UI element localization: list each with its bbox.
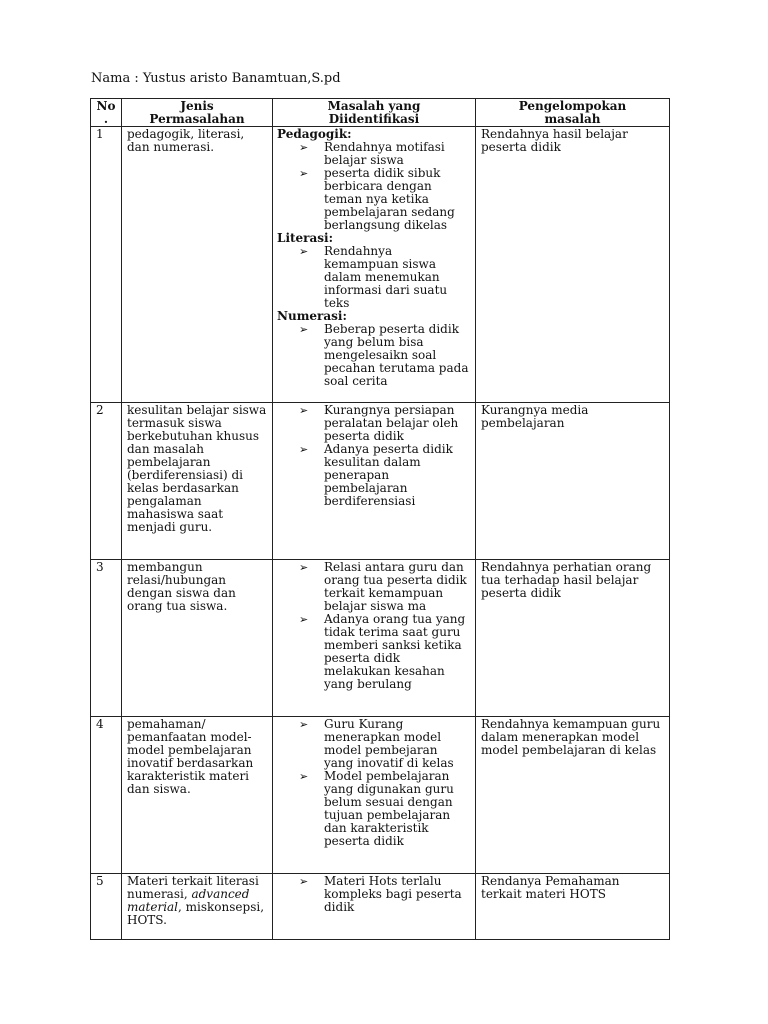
jenis-permasalahan-cell: membangun relasi/hubungan dengan siswa dan orang tua siswa. [122, 560, 273, 717]
jenis-permasalahan-cell: pemahaman/ pemanfaatan model-model pembelajaran inovatif berdasarkan karakteristik materi dan siswa. [122, 717, 273, 874]
bullet-list [278, 561, 470, 691]
group-label-literasi: Literasi: [277, 231, 334, 245]
row-number: 5 [91, 874, 122, 940]
row-number: 2 [91, 403, 122, 560]
jenis-permasalahan-cell: pedagogik, literasi, dan numerasi. [122, 127, 273, 403]
bullet-list [278, 141, 470, 232]
table-row [91, 560, 670, 717]
arrowhead-bullet-icon: ➢ [299, 770, 309, 783]
list-item: ➢ Materi Hots terlalu kompleks bagi peserta didik [299, 874, 462, 914]
masalah-cell [273, 717, 476, 874]
list-item: ➢ Kurangnya persiapan peralatan belajar oleh peserta didik [299, 403, 459, 443]
table-row [91, 403, 670, 560]
pengelompokan-cell: Rendanya Pemahaman terkait materi HOTS [476, 874, 670, 940]
arrowhead-bullet-icon: ➢ [299, 613, 309, 626]
arrowhead-bullet-icon: ➢ [299, 141, 309, 154]
pengelompokan-cell: Rendahnya perhatian orang tua terhadap hasil belajar peserta didik [476, 560, 670, 717]
masalah-cell [273, 403, 476, 560]
table-row [91, 717, 670, 874]
list-item: ➢ Beberap peserta didik yang belum bisa mengelesaikn soal pecahan terutama pada soal cerita [299, 322, 469, 388]
arrowhead-bullet-icon: ➢ [299, 718, 309, 731]
arrowhead-bullet-icon: ➢ [299, 561, 309, 574]
arrowhead-bullet-icon: ➢ [299, 875, 309, 888]
masalah-cell [273, 874, 476, 940]
table-row [91, 874, 670, 940]
arrowhead-bullet-icon: ➢ [299, 167, 309, 180]
advanced-material-text: advanced material [127, 887, 250, 914]
header-masalah-diidentifikasi: Masalah yang Diidentifikasi [273, 99, 476, 127]
bullet-list [278, 875, 470, 914]
arrowhead-bullet-icon: ➢ [299, 404, 309, 417]
name-line: Nama : Yustus aristo Banamtuan,S.pd [91, 71, 341, 86]
arrowhead-bullet-icon: ➢ [299, 245, 309, 258]
header-pengelompokan-masalah: Pengelompokan masalah [476, 99, 670, 127]
group-label-pedagogik: Pedagogik: [277, 127, 352, 141]
row-number: 4 [91, 717, 122, 874]
pengelompokan-cell: Rendahnya hasil belajar peserta didik [476, 127, 670, 403]
list-item: ➢ Rendahnya kemampuan siswa dalam menemukan informasi dari suatu teks [299, 244, 448, 310]
problems-table [90, 98, 670, 940]
pengelompokan-cell: Rendahnya kemampuan guru dalam menerapkan model model pembelajaran di kelas [476, 717, 670, 874]
row-number: 3 [91, 560, 122, 717]
group-label-numerasi: Numerasi: [277, 309, 347, 323]
arrowhead-bullet-icon: ➢ [299, 443, 309, 456]
list-item: ➢ Model pembelajaran yang digunakan guru belum sesuai dengan tujuan pembelajaran dan karakteristik peserta didik [299, 769, 454, 848]
list-item: ➢ Adanya orang tua yang tidak terima saat guru memberi sanksi ketika peserta didk melakukan kesahan yang berulang [299, 612, 466, 691]
list-item: ➢ Rendahnya motifasi belajar siswa [299, 140, 445, 167]
bullet-list [278, 245, 470, 310]
list-item: ➢ Relasi antara guru dan orang tua peserta didik terkait kemampuan belajar siswa ma [299, 560, 467, 613]
list-item: ➢ Adanya peserta didik kesulitan dalam penerapan pembelajaran berdiferensiasi [299, 442, 453, 508]
bullet-list [278, 323, 470, 388]
bullet-list [278, 718, 470, 848]
pengelompokan-cell: Kurangnya media pembelajaran [476, 403, 670, 560]
jenis-permasalahan-cell: Materi terkait literasi numerasi, advanced material, miskonsepsi, HOTS. [122, 874, 273, 940]
list-item: ➢ peserta didik sibuk berbicara dengan teman nya ketika pembelajaran sedang berlangsung dikelas [299, 166, 455, 232]
arrowhead-bullet-icon: ➢ [299, 323, 309, 336]
masalah-cell [273, 127, 476, 403]
masalah-cell [273, 560, 476, 717]
jenis-permasalahan-cell: kesulitan belajar siswa termasuk siswa berkebutuhan khusus dan masalah pembelajaran (berdiferensiasi) di kelas berdasarkan pengalaman mahasiswa saat menjadi guru. [122, 403, 273, 560]
header-jenis-permasalahan: Jenis Permasalahan [122, 99, 273, 127]
bullet-list [278, 404, 470, 508]
header-no: No . [91, 99, 122, 127]
table-header-row [91, 99, 670, 127]
row-number: 1 [91, 127, 122, 403]
list-item: ➢ Guru Kurang menerapkan model model pembejaran yang inovatif di kelas [299, 717, 454, 770]
table-row [91, 127, 670, 403]
